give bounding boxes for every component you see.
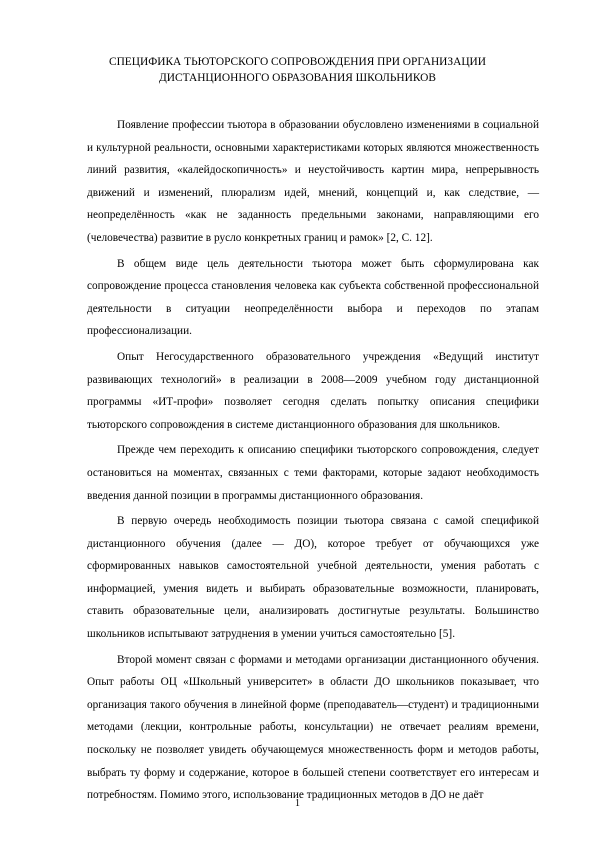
title-line-2: ДИСТАНЦИОННОГО ОБРАЗОВАНИЯ ШКОЛЬНИКОВ: [158, 72, 436, 84]
paragraph-4: Прежде чем переходить к описанию специфики тьюторского сопровождения, следует остановиться на моментах, связанных с теми факторами, которые задают необходимость введения данной позиции в программы дистанционного образования.: [87, 444, 539, 502]
paragraph-6: Второй момент связан с формами и методами организации дистанционного обучения. Опыт работы ОЦ «Школьный университет» в области ДО школьников показывает, что организация такого обучения в линейной форме (преподаватель—студент) и традиционными методами (лекции, контрольные работы, консультации) не отвечает реалиям времени, поскольку не позволяет увидеть обучающемуся множественность форм и методов работы, выбрать ту форму и содержание, которое в большей степени соответствует его интересам и потребностям. Помимо этого, использование традиционных методов в ДО не даёт: [87, 653, 539, 802]
paragraph-1: Появление профессии тьютора в образовании обусловлено изменениями в социальной и культурной реальности, основными характеристиками которых являются множественность линий развития, «калейдоскопичность» и неустойчивость картин мира, непрерывность движений и изменений, плюрализм идей, мнений, концепций и, как следствие, — неопределённость «как не заданность предельными законами, направляющими его (человечества) развитие в русло конкретных границ и рамок» [2, С. 12].: [87, 119, 539, 244]
paragraph-2: В общем виде цель деятельности тьютора может быть сформулирована как сопровождение процесса становления человека как субъекта собственной профессиональной деятельности в ситуации неопределённости выбора и переходов по этапам профессионализации.: [87, 257, 539, 338]
paragraph-5: В первую очередь необходимость позиции тьютора связана с самой спецификой дистанционного обучения (далее — ДО), которое требует от обучающихся уже сформированных навыков самостоятельной учебной деятельности, умения работать с информацией, умения видеть и выбирать образовательные возможности, планировать, ставить образовательные цели, анализировать достигнутые результаты. Большинство школьников испытывают затруднения в умении учиться самостоятельно [5].: [87, 515, 539, 641]
document-body: [87, 114, 539, 807]
document-title: [60, 54, 535, 86]
title-line-1: СПЕЦИФИКА ТЬЮТОРСКОГО СОПРОВОЖДЕНИЯ ПРИ ОРГАНИЗАЦИИ: [108, 56, 487, 68]
page-number: 1: [295, 798, 300, 809]
paragraph-3: Опыт Негосударственного образовательного учреждения «Ведущий институт развивающих технологий» в реализации в 2008—2009 учебном году дистанционной программы «ИТ-профи» позволяет сегодня сделать попытку описания специфики тьюторского сопровождения в системе дистанционного образования для школьников.: [87, 350, 539, 431]
